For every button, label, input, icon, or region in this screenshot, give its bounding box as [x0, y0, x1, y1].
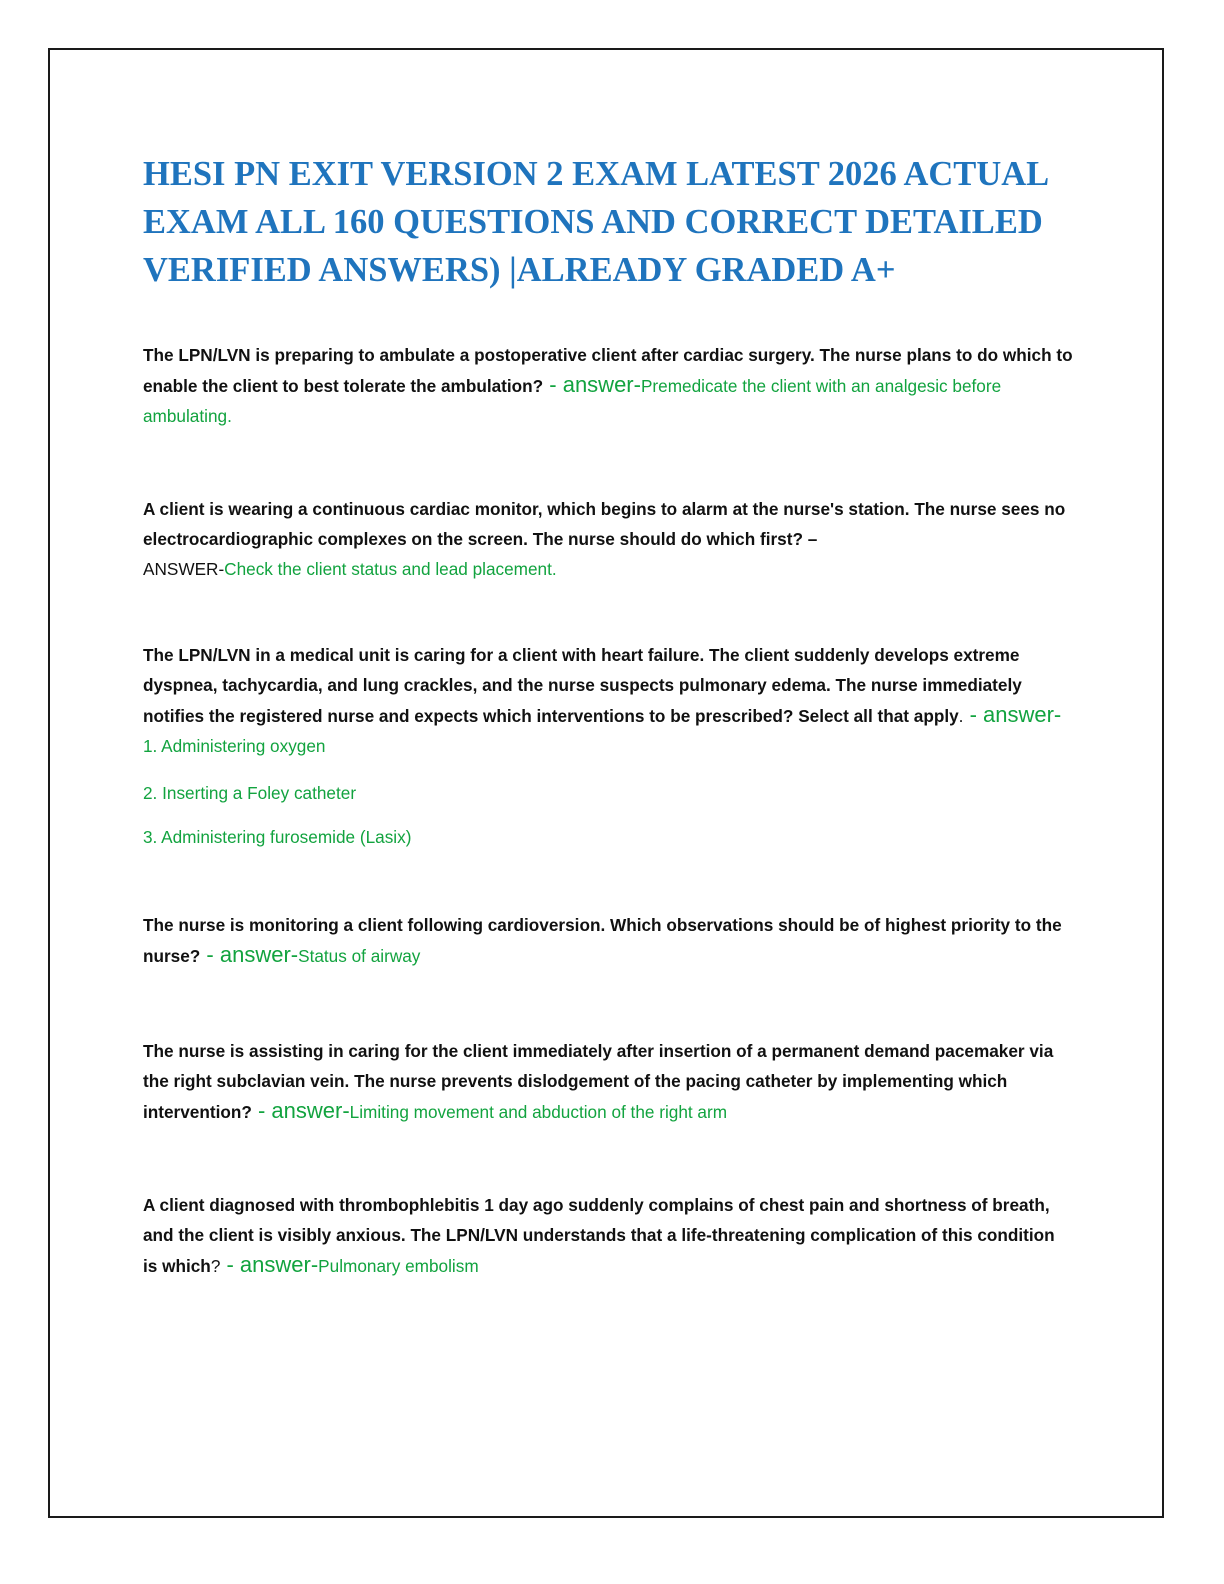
- answer-text: Limiting movement and abduction of the right arm: [349, 1102, 728, 1122]
- answer-text: 1. Administering oxygen: [143, 736, 326, 756]
- answer-text: Pulmonary embolism: [318, 1256, 479, 1276]
- answer-label: - answer-: [200, 942, 299, 967]
- qa-item-2: [143, 494, 1073, 584]
- qa-item-4: [143, 910, 1073, 971]
- qa-item-6: [143, 1190, 1073, 1281]
- document-title: HESI PN EXIT VERSION 2 EXAM LATEST 2026 ACTUAL EXAM ALL 160 QUESTIONS AND CORRECT DETAILED VERIFIED ANSWERS) |ALREADY GRADED A+: [143, 155, 1048, 289]
- question-text: The LPN/LVN is preparing to ambulate a postoperative client after cardiac surgery. The nurse plans to do which to enable the client to best tolerate the ambulation?: [143, 345, 1073, 396]
- answer-label: ANSWER-: [143, 559, 225, 579]
- qa-item-3: [143, 640, 1073, 761]
- answer-list-item: 2. Inserting a Foley catheter: [143, 783, 357, 803]
- question-text: The LPN/LVN in a medical unit is caring for a client with heart failure. The client suddenly develops extreme dyspnea, tachycardia, and lung crackles, and the nurse suspects pulmonary edema. The nurse immediately notifies the registered nurse and expects which interventions to be prescribed? Select all that apply: [143, 645, 1022, 726]
- answer-label: - answer-: [963, 702, 1062, 727]
- answer-text: Check the client status and lead placement.: [224, 559, 557, 579]
- answer-label: - answer-: [251, 1098, 350, 1123]
- answer-label: - answer-: [543, 372, 641, 397]
- question-text: A client diagnosed with thrombophlebitis 1 day ago suddenly complains of chest pain and shortness of breath, and the client is visibly anxious. The LPN/LVN understands that a life-threatening complication of this condition is which: [143, 1195, 1055, 1276]
- question-end: ?: [210, 1256, 221, 1276]
- answer-label: - answer-: [220, 1252, 319, 1277]
- qa-item-5: [143, 1036, 1073, 1127]
- question-text: The nurse is monitoring a client following cardioversion. Which observations should be of highest priority to the nurse?: [143, 915, 1062, 966]
- answer-list-item: 3. Administering furosemide (Lasix): [143, 827, 412, 847]
- question-text: The nurse is assisting in caring for the client immediately after insertion of a permanent demand pacemaker via the right subclavian vein. The nurse prevents dislodgement of the pacing catheter by implementing which intervention?: [143, 1041, 1054, 1122]
- answer-text: Premedicate the client with an analgesic before ambulating.: [143, 376, 1002, 426]
- answer-text: Status of airway: [298, 946, 421, 966]
- question-end: .: [958, 706, 964, 726]
- question-text: A client is wearing a continuous cardiac monitor, which begins to alarm at the nurse's station. The nurse sees no electrocardiographic complexes on the screen. The nurse should do which first? –: [143, 499, 1066, 549]
- qa-item-1: [143, 340, 1073, 431]
